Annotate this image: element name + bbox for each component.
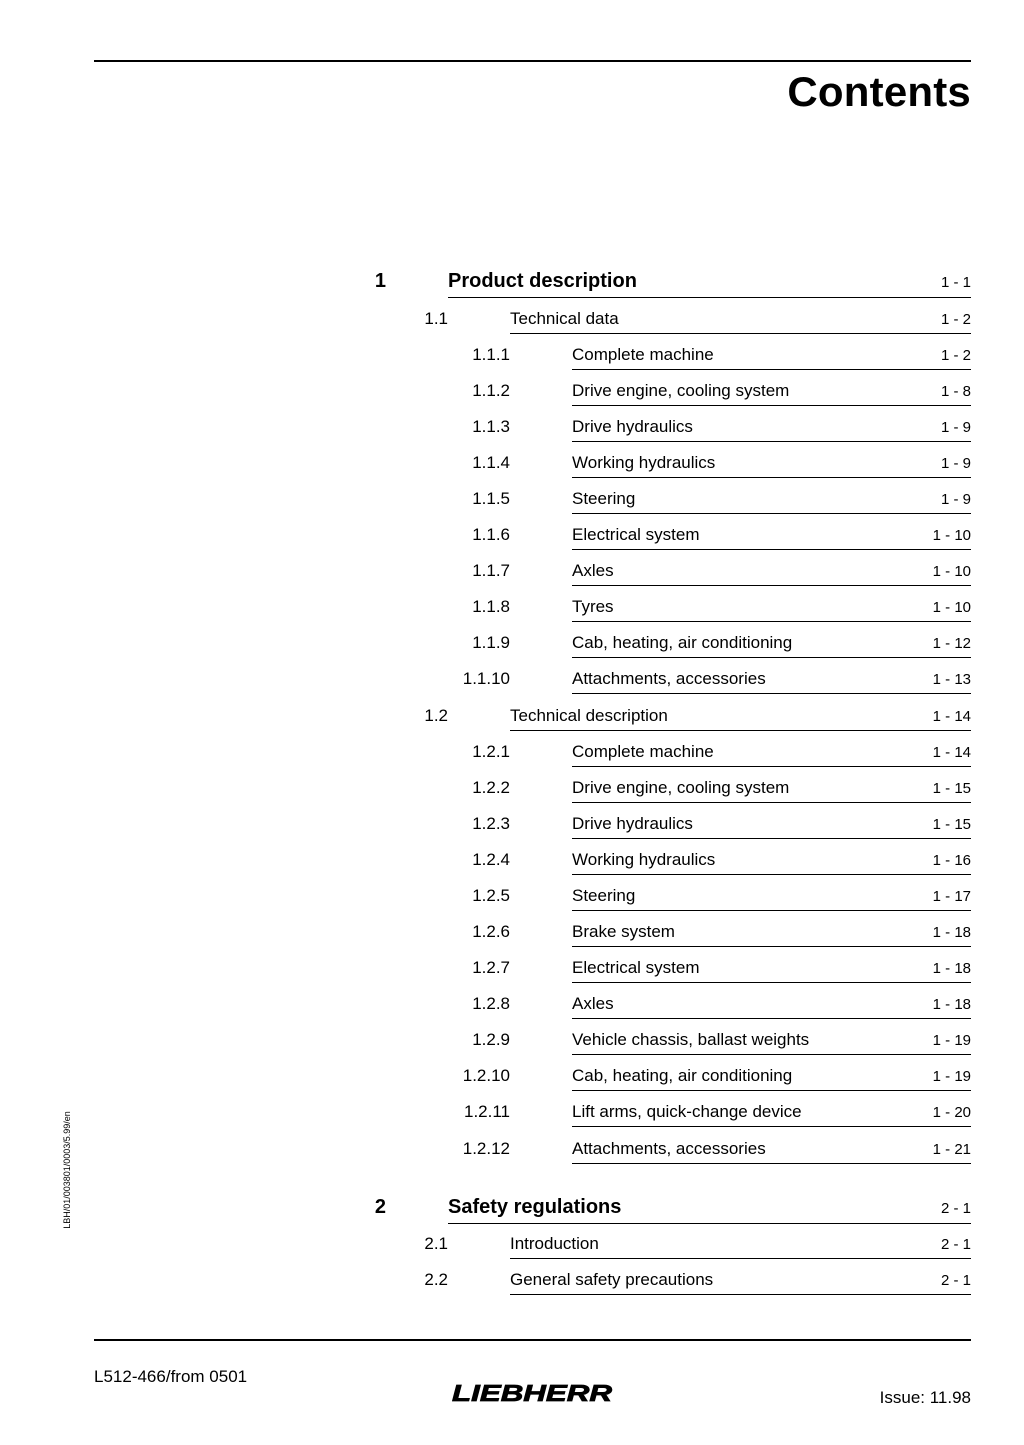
document-number: L512-466/from 0501 (94, 1367, 248, 1386)
toc-underline (572, 946, 971, 947)
toc-number: 1.1.6 (472, 525, 510, 544)
toc-title: Technical description (510, 706, 668, 725)
toc-number: 2 (374, 1196, 386, 1218)
toc-underline (572, 1054, 971, 1055)
toc-underline (572, 910, 971, 911)
toc-page-number: 1 - 19 (932, 1068, 971, 1085)
toc-page-number: 1 - 19 (932, 1032, 971, 1049)
toc-title: Steering (572, 489, 636, 508)
toc-underline (572, 838, 971, 839)
toc-underline (572, 1018, 971, 1019)
toc-underline (448, 297, 971, 298)
toc-number: 1.2.10 (462, 1066, 510, 1085)
toc-number: 2.1 (424, 1234, 448, 1253)
toc-underline (572, 477, 971, 478)
toc-page-number: 1 - 18 (932, 924, 971, 941)
toc-underline (572, 982, 971, 983)
toc-page-number: 1 - 16 (932, 852, 971, 869)
toc-page-number: 1 - 2 (940, 347, 971, 364)
toc-page-number: 1 - 13 (932, 671, 971, 688)
toc-number: 1.1.9 (472, 633, 510, 652)
toc-page-number: 1 - 10 (932, 563, 971, 580)
toc-title: Cab, heating, air conditioning (572, 1066, 793, 1085)
toc-page-number: 1 - 10 (932, 599, 971, 616)
toc-title: Axles (572, 994, 614, 1013)
toc-page-number: 1 - 14 (932, 708, 971, 725)
toc-title: Electrical system (572, 525, 700, 544)
toc-number: 1.1.5 (472, 489, 510, 508)
toc-page-number: 2 - 1 (940, 1272, 971, 1289)
toc-underline (572, 405, 971, 406)
toc-page-number: 1 - 14 (932, 744, 971, 761)
toc-underline (448, 1223, 971, 1224)
toc-underline (572, 693, 971, 694)
toc-page-number: 1 - 9 (940, 419, 971, 436)
toc-title: Safety regulations (448, 1196, 622, 1218)
toc-title: Drive engine, cooling system (572, 381, 790, 400)
toc-title: Steering (572, 886, 636, 905)
toc-title: Complete machine (572, 742, 714, 761)
toc-underline (572, 657, 971, 658)
toc-number: 1.2.12 (462, 1139, 510, 1158)
toc-underline (572, 1090, 971, 1091)
toc-underline (572, 441, 971, 442)
toc-underline (572, 549, 971, 550)
side-reference-code: LBH/01/003801/0003/5.99/en (62, 1111, 72, 1229)
liebherr-logo (452, 1380, 614, 1411)
toc-page-number: 1 - 20 (932, 1104, 971, 1121)
page-title: Contents (787, 68, 971, 115)
toc-title: General safety precautions (510, 1270, 714, 1289)
toc-underline (572, 1163, 971, 1164)
toc-page-number: 1 - 10 (932, 527, 971, 544)
toc-title: Drive hydraulics (572, 814, 693, 833)
toc-title: Cab, heating, air conditioning (572, 633, 793, 652)
toc-page-number: 1 - 2 (940, 311, 971, 328)
issue-date: Issue: 11.98 (879, 1388, 971, 1407)
toc-number: 1.2.1 (472, 742, 510, 761)
toc-number: 1.2.7 (472, 958, 510, 977)
toc-title: Attachments, accessories (572, 669, 766, 688)
toc-underline (572, 1126, 971, 1127)
toc-title: Brake system (572, 922, 675, 941)
toc-number: 1.2.3 (472, 814, 510, 833)
toc-title: Drive hydraulics (572, 417, 693, 436)
toc-page-number: 1 - 12 (932, 635, 971, 652)
toc-title: Vehicle chassis, ballast weights (572, 1030, 810, 1049)
toc-title: Axles (572, 561, 614, 580)
toc-number: 1.1.4 (472, 453, 510, 472)
toc-underline (572, 513, 971, 514)
toc-number: 1.2.11 (463, 1102, 510, 1121)
toc-number: 1.2.9 (472, 1030, 510, 1049)
toc-page-number: 1 - 15 (932, 816, 971, 833)
toc-number: 1.1.7 (472, 561, 510, 580)
toc-title: Electrical system (572, 958, 700, 977)
toc-underline (572, 766, 971, 767)
toc-title: Drive engine, cooling system (572, 778, 790, 797)
toc-title: Tyres (572, 597, 614, 616)
toc-underline (510, 1258, 971, 1259)
toc-title: Product description (448, 270, 637, 292)
toc-underline (572, 585, 971, 586)
liebherr-logo-mark (452, 1380, 614, 1406)
footer-rule (94, 1339, 971, 1341)
toc-title: Introduction (510, 1234, 599, 1253)
toc-page-number: 1 - 1 (940, 274, 971, 291)
toc-number: 1.2 (424, 706, 448, 725)
toc-page-number: 1 - 17 (932, 888, 971, 905)
toc-page-number: 1 - 18 (932, 960, 971, 977)
toc-title: Lift arms, quick-change device (572, 1102, 802, 1121)
toc-title: Complete machine (572, 345, 714, 364)
toc-underline (510, 333, 971, 334)
toc-number: 1.1.8 (472, 597, 510, 616)
toc-number: 1.1 (424, 309, 448, 328)
toc-title: Attachments, accessories (572, 1139, 766, 1158)
toc-page-number: 2 - 1 (940, 1200, 971, 1217)
toc-number: 1.1.3 (472, 417, 510, 436)
toc-underline (510, 730, 971, 731)
toc-number: 1 (374, 270, 386, 292)
toc-number: 1.2.4 (472, 850, 510, 869)
toc-title: Working hydraulics (572, 850, 716, 869)
toc-number: 2.2 (424, 1270, 448, 1289)
toc-number: 1.1.2 (472, 381, 510, 400)
toc-page-number: 1 - 18 (932, 996, 971, 1013)
toc-number: 1.1.10 (462, 669, 510, 688)
toc-title: Technical data (510, 309, 619, 328)
toc-number: 1.2.6 (472, 922, 510, 941)
toc-number: 1.2.2 (472, 778, 510, 797)
toc-page-number: 1 - 8 (940, 383, 971, 400)
toc-number: 1.2.8 (472, 994, 510, 1013)
toc-page-number: 1 - 9 (940, 455, 971, 472)
toc-underline (572, 621, 971, 622)
toc-page-number: 1 - 21 (932, 1141, 971, 1158)
toc-number: 1.1.1 (472, 345, 510, 364)
toc-underline (510, 1294, 971, 1295)
toc-underline (572, 802, 971, 803)
toc-page-number: 2 - 1 (940, 1236, 971, 1253)
toc-title: Working hydraulics (572, 453, 716, 472)
toc-underline (572, 369, 971, 370)
toc-page-number: 1 - 9 (940, 491, 971, 508)
toc-page-number: 1 - 15 (932, 780, 971, 797)
toc-underline (572, 874, 971, 875)
toc-number: 1.2.5 (472, 886, 510, 905)
svg-text:LIEBHERR: LIEBHERR (452, 1380, 613, 1406)
